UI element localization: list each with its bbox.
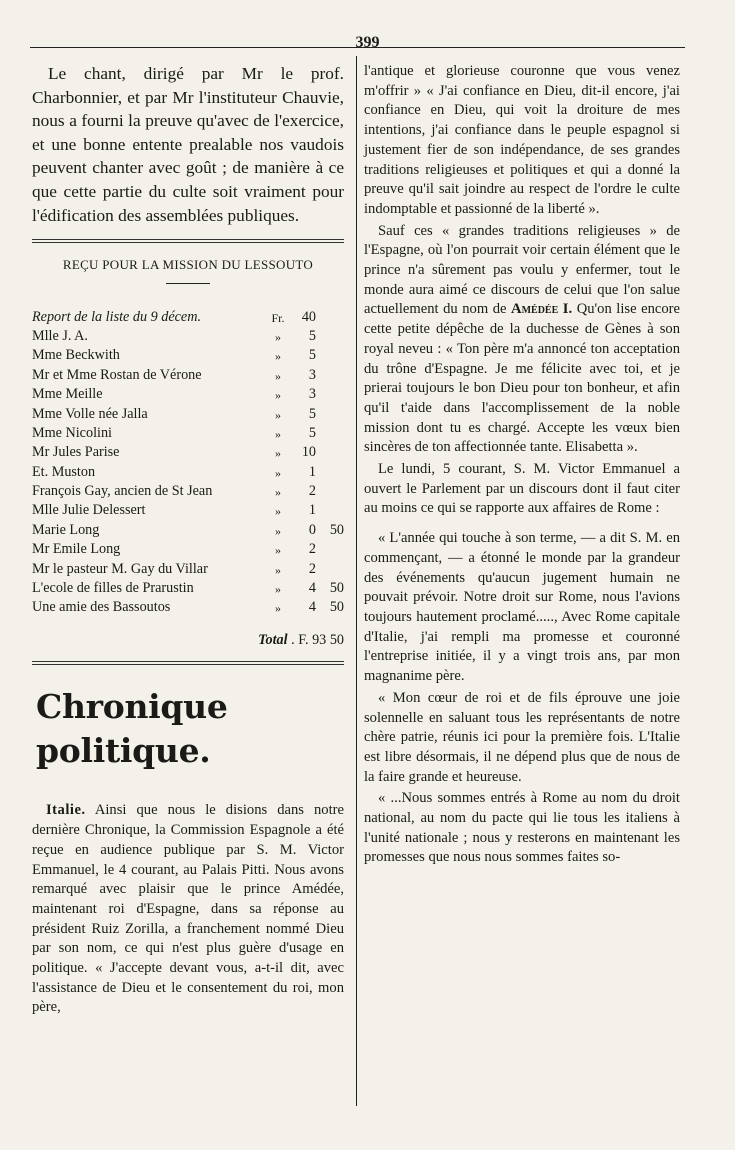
receipt-symbol: » (275, 582, 281, 597)
receipt-name: François Gay, ancien de St Jean (32, 483, 213, 500)
receipt-symbol: » (275, 368, 281, 383)
total-symbol: . F. (291, 632, 309, 649)
receipt-symbol: » (275, 485, 281, 500)
italie-text: Ainsi que nous le disions dans notre dernière Chronique, la Commission Espagnole a été reçue en audience publique par S. M. Victor Emmanuel, le 4 courant, au Palais Pitti. Nous avons remarqué avec plaisir que le prince Amédée, maintenant roi d'Espagne, dans sa réponse au président Ruiz Zorilla, a franchement nommé Dieu par son nom, ce qui n'est plus guère d'usage en politique. « J'accepte devant vous, a-t-il dit, avec l'assistance de Dieu et le consentement du roi, mon père, (32, 802, 344, 1016)
receipt-row (32, 578, 344, 597)
receipt-decimal (316, 500, 344, 519)
receipt-name: Mme Meille (32, 386, 103, 403)
receipt-name: Mr et Mme Rostan de Vérone (32, 366, 202, 383)
section-rule (32, 242, 344, 243)
header-rule (30, 47, 685, 48)
receipt-name: Et. Muston (32, 463, 96, 480)
receipt-integer: 3 (308, 366, 316, 383)
receipt-decimal (316, 384, 344, 403)
sauf-paragraph (364, 222, 680, 458)
receipt-row (32, 519, 344, 538)
receipt-decimal: 50 (329, 580, 344, 597)
receipt-integer: 4 (308, 599, 316, 616)
receipt-name: Mr Emile Long (32, 541, 121, 558)
receipt-decimal (316, 423, 344, 442)
receipt-symbol: » (275, 601, 281, 616)
receipt-row (32, 384, 344, 403)
receipt-decimal: 50 (329, 599, 344, 616)
receipt-name: Report de la liste du 9 décem. (32, 308, 202, 325)
sauf-text-b: Qu'on lise encore cette petite dépêche de la duchesse de Gènes à son royal neveu : « Ton père m'a annoncé ton acceptation du trône d'Espagne. Je me félicite avec toi, et je prierai toujours le bon Dieu pour ton bonheur, et afin qu'il t'aide dans l'accomplissement de la noble mission dont tu es chargé. Accepte les vœux bien sincères de ton affectionnée tante. Elisabetta ». (364, 301, 680, 456)
receipt-integer: 10 (301, 444, 316, 461)
receipt-decimal (316, 558, 344, 577)
receipt-decimal: 50 (329, 521, 344, 538)
receipt-integer: 1 (308, 463, 316, 480)
receipt-integer: 40 (301, 308, 316, 325)
chronique-title: Chronique politique. (36, 687, 228, 771)
receipt-integer: 5 (308, 424, 316, 441)
left-column (32, 62, 344, 1018)
receipt-symbol: » (275, 329, 281, 344)
receipt-name: Marie Long (32, 521, 100, 538)
heading-dash (166, 283, 210, 284)
receipt-row (32, 539, 344, 558)
section-rule (32, 661, 344, 662)
receipt-decimal (316, 306, 344, 325)
amedee-name: Amédée I. (511, 301, 573, 318)
receipt-decimal (316, 326, 344, 345)
receipt-integer: 2 (308, 560, 316, 577)
section-rule (32, 239, 344, 240)
receipt-name: Mme Volle née Jalla (32, 405, 148, 422)
receipt-row (32, 442, 344, 461)
intro-paragraph: Le chant, dirigé par Mr le prof. Charbonnier, et par Mr l'instituteur Chauvie, nous a fourni la preuve qu'avec de l'exercice, et une bonne entente prealable nos vaudois peuvent chanter avec goût ; de manière à ce que cette partie du culte soit vraiment pour l'édification des assemblées publiques. (32, 64, 344, 225)
continuation-paragraph: l'antique et glorieuse couronne que vous venez m'offrir » « J'ai confiance en Dieu, dit-il encore, j'ai confiance en Dieu, qui voit la droiture de mes intentions, j'ai confiance dans le peuple espagnol si justement fier de son indépendance, de ses grandes traditions religieuses et politiques et qui a donné la preuve qu'il sait joindre au respect de l'ordre le culte indomptable et passionné de la liberté ». (364, 63, 680, 217)
receipt-row (32, 345, 344, 364)
speech-quote-1: « L'année qui touche à son terme, — a dit S. M. en commençant, — a étonné le monde par la grandeur des événements qu'aucun jugement humain ne pouvait prévoir. Notre droit sur Rome, nous l'avions toujours hautement proclamé....., Avec Rome capitale d'Italie, j'ai rempli ma promesse et couronné l'entreprise initiée, il y a vingt trois ans, par mon magnanime père. (364, 530, 680, 685)
receipt-name: Une amie des Bassoutos (32, 599, 171, 616)
receipt-symbol: » (275, 562, 281, 577)
receipt-symbol: » (275, 465, 281, 480)
italie-paragraph (32, 801, 344, 1018)
total-integer: 93 (312, 632, 327, 649)
receipt-decimal (316, 403, 344, 422)
column-divider (356, 56, 357, 1106)
receipt-row (32, 364, 344, 383)
receipt-name: L'ecole de filles de Prarustin (32, 580, 194, 597)
receipt-integer: 5 (308, 405, 316, 422)
receipts-table (32, 306, 344, 616)
receipt-integer: 0 (308, 521, 316, 538)
receipt-name: Mr le pasteur M. Gay du Villar (32, 560, 208, 577)
receipt-symbol: » (275, 523, 281, 538)
sauf-text-a: Sauf ces « grandes traditions religieuses » de l'Espagne, où l'on pourrait voir certain élément que le prince n'a sûrement pas voulu y enfermer, tout le monde aura aimé ce discours de celui que l'on salue actuellement du nom de (364, 222, 680, 318)
receipt-integer: 3 (308, 386, 316, 403)
receipt-integer: 5 (308, 327, 316, 344)
total-label: Total (258, 632, 288, 649)
receipt-integer: 1 (308, 502, 316, 519)
page-number: 399 (355, 34, 380, 51)
receipt-decimal (316, 539, 344, 558)
receipt-row (32, 500, 344, 519)
receipt-integer: 2 (308, 541, 316, 558)
receipt-integer: 2 (308, 483, 316, 500)
receipt-name: Mlle Julie Delessert (32, 502, 146, 519)
receipt-symbol: » (275, 504, 281, 519)
receipt-name: Mlle J. A. (32, 327, 88, 344)
receipt-row (32, 597, 344, 616)
receipt-row (32, 326, 344, 345)
receipt-row (32, 403, 344, 422)
receipt-row (32, 481, 344, 500)
receipt-symbol: » (275, 426, 281, 441)
speech-quote-3: « ...Nous sommes entrés à Rome au nom du droit national, au nom du pacte qui lie tous les italiens à l'unité nationale ; nous y resterons en maintenant les promesses que nous nous sommes faites so- (364, 790, 680, 866)
receipt-decimal (316, 345, 344, 364)
receipt-symbol: » (275, 388, 281, 403)
right-column (364, 62, 680, 868)
italie-label: Italie. (46, 802, 86, 819)
receipt-name: Mr Jules Parise (32, 444, 120, 461)
receipt-symbol: » (275, 543, 281, 558)
receipt-row (32, 461, 344, 480)
receipts-heading: REÇU POUR LA MISSION DU LESSOUTO (62, 257, 314, 273)
receipt-decimal (316, 364, 344, 383)
receipt-decimal (316, 461, 344, 480)
receipt-symbol: » (275, 407, 281, 422)
speech-quote-2: « Mon cœur de roi et de fils éprouve une joie solennelle en saluant tous les représentants de notre chère patrie, réunis ici pour la première fois. L'Italie est libre désormais, il ne dépend plus que de nous de la faire grande et heureuse. (364, 689, 680, 785)
receipt-symbol: Fr. (271, 310, 285, 325)
receipt-row (32, 423, 344, 442)
section-rule (32, 664, 344, 665)
receipt-row (32, 558, 344, 577)
receipt-decimal (316, 481, 344, 500)
receipt-integer: 4 (308, 580, 316, 597)
lundi-paragraph: Le lundi, 5 courant, S. M. Victor Emmanuel a ouvert le Parlement par un discours dont il faut citer au moins ce qui se rapporte aux affaires de Rome : (364, 461, 680, 517)
receipt-row (32, 306, 344, 325)
receipts-total (32, 632, 344, 649)
receipt-decimal (316, 442, 344, 461)
receipt-name: Mme Nicolini (32, 424, 112, 441)
total-decimal: 50 (329, 632, 344, 649)
receipt-symbol: » (275, 349, 281, 364)
receipt-symbol: » (275, 446, 281, 461)
receipt-integer: 5 (308, 347, 316, 364)
receipt-name: Mme Beckwith (32, 347, 120, 364)
